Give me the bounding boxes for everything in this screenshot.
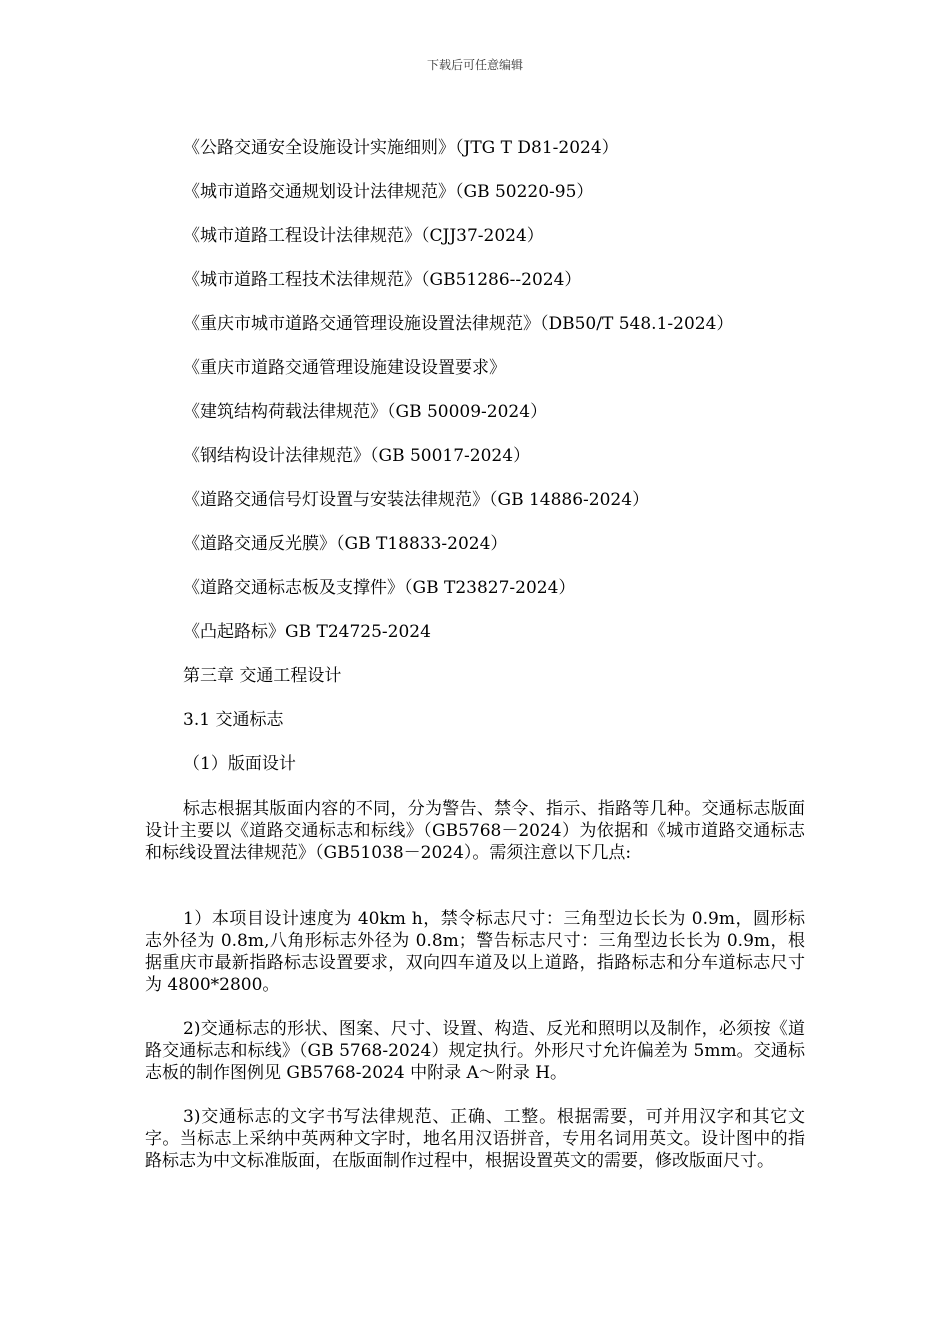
reference-item: 《道路交通反光膜》（GB T18833-2024）: [183, 534, 508, 554]
body-paragraph: 3)交通标志的文字书写法律规范、正确、工整。根据需要，可并用汉字和其它文字。当标志上采纳中英两种文字时，地名用汉语拼音，专用名词用英文。设计图中的指路标志为中文标准版面，在版面制作过程中，根据设置英文的需要，修改版面尺寸。: [145, 1107, 805, 1171]
chapter-title: 第三章 交通工程设计: [183, 666, 342, 686]
reference-item: 《城市道路工程技术法律规范》（GB51286--2024）: [183, 270, 582, 290]
reference-item: 《建筑结构荷载法律规范》（GB 50009-2024）: [183, 402, 548, 422]
section-title: 3.1 交通标志: [183, 710, 284, 730]
reference-item: 《道路交通信号灯设置与安装法律规范》（GB 14886-2024）: [183, 490, 650, 510]
reference-item: 《公路交通安全设施设计实施细则》（JTG T D81-2024）: [183, 138, 619, 158]
reference-item: 《城市道路工程设计法律规范》（CJJ37-2024）: [183, 226, 544, 246]
body-paragraph: 标志根据其版面内容的不同，分为警告、禁令、指示、指路等几种。交通标志版面设计主要以《道路交通标志和标线》（GB5768－2024）为依据和《城市道路交通标志和标线设置法律规范》（GB51038－2024）。需须注意以下几点:: [145, 799, 805, 863]
reference-item: 《钢结构设计法律规范》（GB 50017-2024）: [183, 446, 531, 466]
reference-item: 《重庆市城市道路交通管理设施设置法律规范》（DB50/T 548.1-2024）: [183, 314, 734, 334]
body-paragraph: 2)交通标志的形状、图案、尺寸、设置、构造、反光和照明以及制作，必须按《道路交通标志和标线》（GB 5768-2024）规定执行。外形尺寸允许偏差为 5mm。交通标志板的制作图例见 GB5768-2024 中附录 A～附录 H。: [145, 1019, 805, 1083]
page-header: 下载后可任意编辑: [426, 58, 523, 72]
reference-item: 《重庆市道路交通管理设施建设设置要求》: [183, 358, 506, 378]
reference-item: 《城市道路交通规划设计法律规范》（GB 50220-95）: [183, 182, 594, 202]
reference-list: [183, 136, 733, 664]
body-paragraph: 1）本项目设计速度为 40km h，禁令标志尺寸：三角型边长长为 0.9m，圆形标志外径为 0.8m,八角形标志外径为 0.8m；警告标志尺寸：三角型边长长为 0.9m，根据重庆市最新指路标志设置要求，双向四车道及以上道路，指路标志和分车道标志尺寸为 4800*2800。: [145, 909, 805, 995]
reference-item: 《凸起路标》GB T24725-2024: [183, 622, 431, 642]
subsection-title: （1）版面设计: [183, 754, 296, 774]
reference-item: 《道路交通标志板及支撑件》（GB T23827-2024）: [183, 578, 576, 598]
